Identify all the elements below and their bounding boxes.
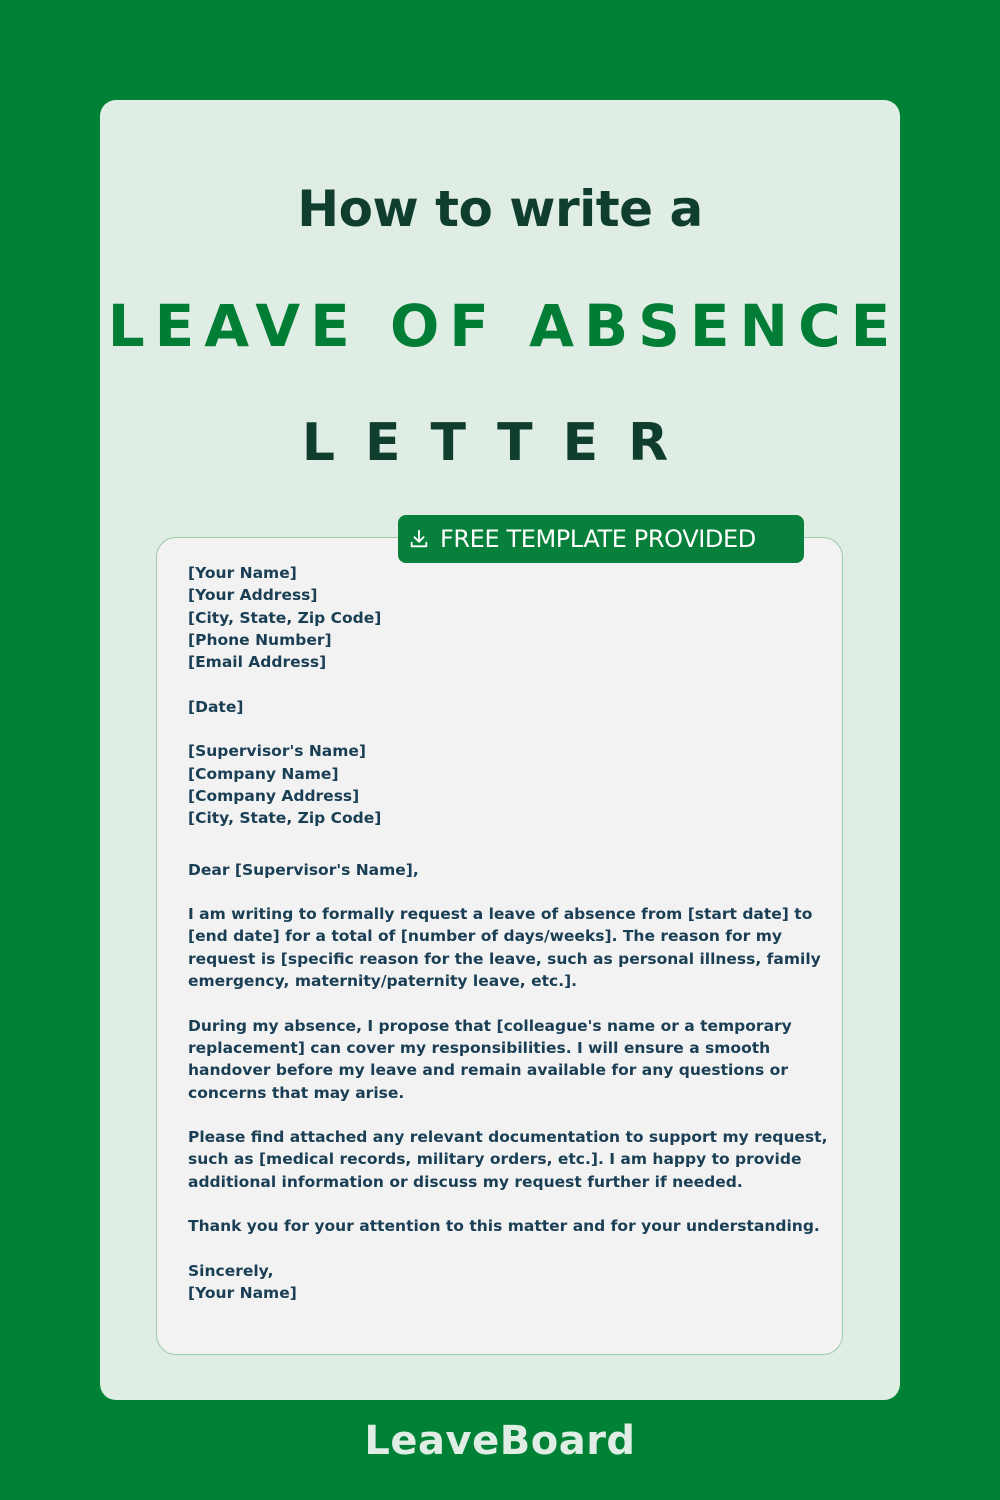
free-template-badge[interactable] [398,515,804,563]
paragraph-1-line: emergency, maternity/paternity leave, etc.]. [188,972,578,991]
paragraph-4: Thank you for your attention to this matter and for your understanding. [188,1217,820,1236]
sender-name: [Your Name] [188,564,297,582]
paragraph-1-line: [end date] for a total of [number of days/weeks]. The reason for my [188,927,782,946]
closing: Sincerely, [188,1261,274,1280]
sender-email: [Email Address] [188,653,327,672]
brand-logo-text: LeaveBoard [364,1418,636,1464]
title-line-2: LEAVE OF ABSENCE [107,292,901,360]
letter-body [188,562,828,1305]
paragraph-2-line: During my absence, I propose that [colleague's name or a temporary [188,1016,792,1035]
download-icon [408,528,430,550]
badge-label: FREE TEMPLATE PROVIDED [440,525,756,553]
sender-address: [Your Address] [188,586,318,605]
paragraph-2-line: replacement] can cover my responsibilities. I will ensure a smooth [188,1038,771,1057]
paragraph-1-line: I am writing to formally request a leave of absence from [start date] to [188,905,813,924]
paragraph-3-line: additional information or discuss my request further if needed. [188,1172,743,1191]
recipient-name: [Supervisor's Name] [188,742,367,761]
signature: [Your Name] [188,1284,297,1303]
sender-phone: [Phone Number] [188,630,332,649]
paragraph-1-line: request is [specific reason for the leave, such as personal illness, family [188,949,821,968]
paragraph-2-line: concerns that may arise. [188,1083,405,1102]
paragraph-2-line: handover before my leave and remain available for any questions or [188,1061,788,1080]
recipient-address: [Company Address] [188,786,360,805]
salutation: Dear [Supervisor's Name], [188,860,419,879]
title-line-3: LETTER [301,413,699,473]
paragraph-3-line: Please find attached any relevant documentation to support my request, [188,1128,828,1147]
letter-date: [Date] [188,697,244,716]
title-line-1: How to write a [297,180,703,238]
paragraph-3-line: such as [medical records, military orders, etc.]. I am happy to provide [188,1150,802,1169]
sender-city: [City, State, Zip Code] [188,608,382,627]
recipient-city: [City, State, Zip Code] [188,809,382,828]
recipient-company: [Company Name] [188,764,339,783]
